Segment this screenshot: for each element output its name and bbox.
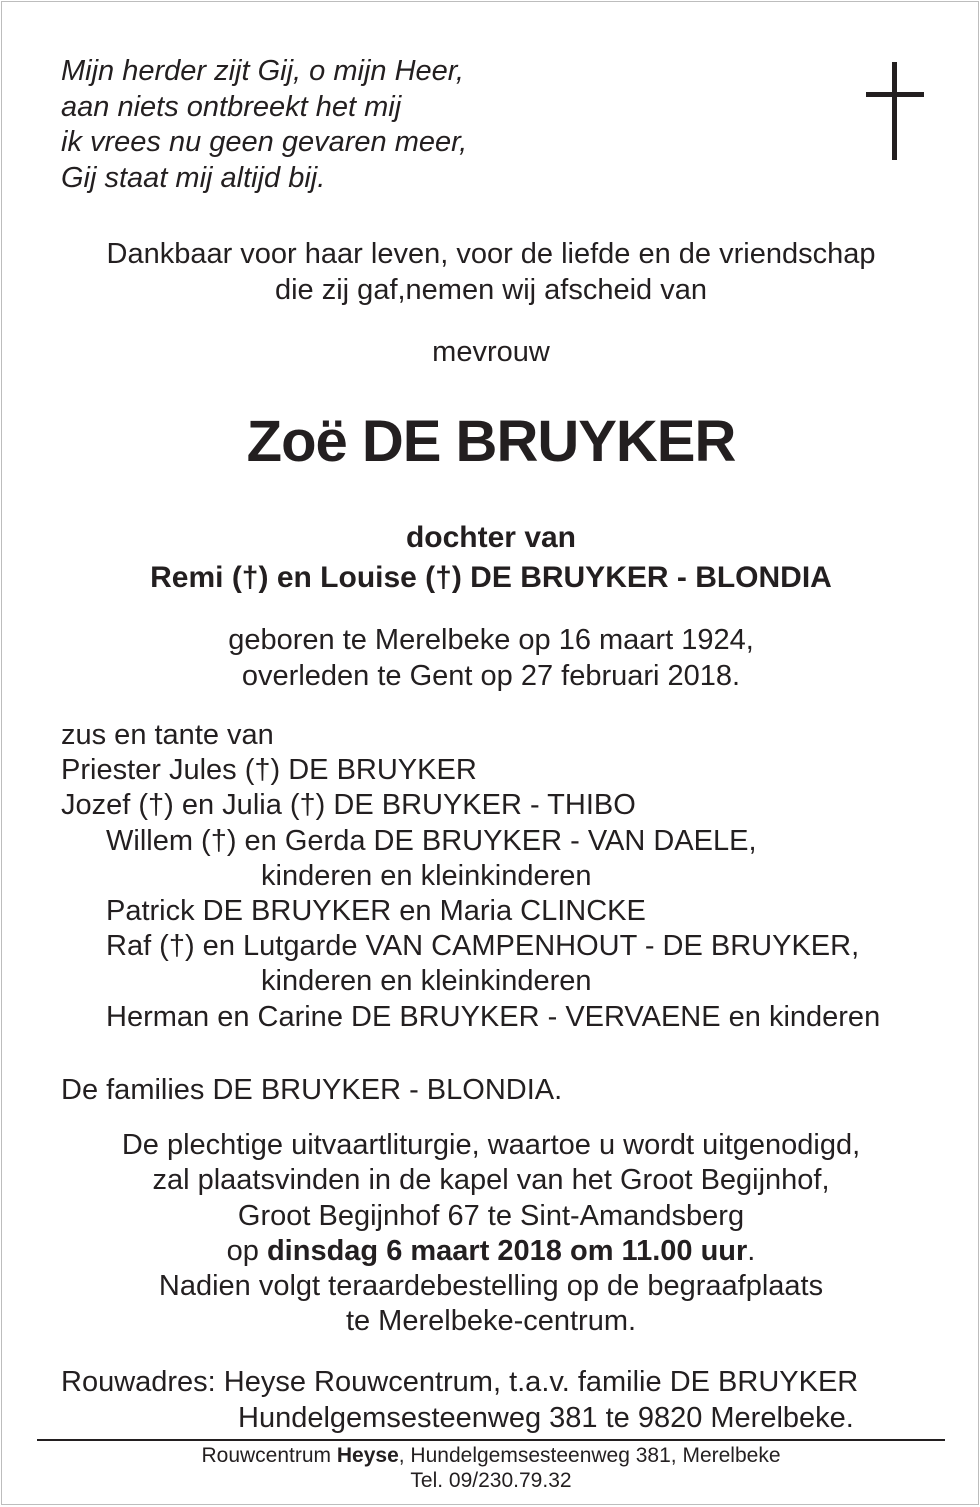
family-line: Herman en Carine DE BRUYKER - VERVAENE en kinderen	[106, 1000, 881, 1033]
family-line: Patrick DE BRUYKER en Maria CLINCKE	[106, 895, 646, 928]
death-line: overleden te Gent op 27 februari 2018.	[241, 660, 741, 692]
poem	[61, 54, 467, 196]
parents	[2, 518, 980, 598]
family-list	[2, 718, 980, 1035]
funeral-line: Groot Begijnhof 67 te Sint-Amandsberg	[237, 1199, 745, 1232]
life-dates	[2, 622, 980, 694]
funeral-line: Nadien volgt teraardebestelling op de begraafplaats	[158, 1270, 824, 1303]
address-line: Rouwadres: Heyse Rouwcentrum, t.a.v. familie DE BRUYKER	[61, 1366, 859, 1398]
family-line: zus en tante van	[61, 719, 274, 751]
poem-line: aan niets ontbreekt het mij	[61, 90, 402, 123]
poem-line: Gij staat mij altijd bij.	[61, 161, 326, 194]
family-line: kinderen en kleinkinderen	[261, 859, 592, 892]
divider	[37, 1439, 945, 1441]
footer-phone: Tel. 09/230.79.32	[410, 1469, 572, 1492]
footer-line	[2, 1443, 980, 1468]
cross-icon	[866, 62, 924, 162]
footer	[2, 1443, 980, 1493]
family-line: Priester Jules (†) DE BRUYKER	[61, 754, 477, 787]
parents-names: Remi (†) en Louise (†) DE BRUYKER - BLONDIA	[150, 561, 832, 594]
funeral-line: De plechtige uitvaartliturgie, waartoe u wordt uitgenodigd,	[121, 1129, 861, 1161]
families-line: De families DE BRUYKER - BLONDIA.	[61, 1074, 563, 1106]
footer-brand: Heyse	[336, 1444, 399, 1467]
funeral-date-line	[2, 1234, 980, 1269]
parents-intro: dochter van	[405, 521, 577, 554]
funeral-line: zal plaatsvinden in de kapel van het Groot Begijnhof,	[152, 1164, 830, 1197]
funeral-date: dinsdag 6 maart 2018 om 11.00 uur	[266, 1234, 748, 1267]
funeral-date-suffix: .	[747, 1234, 756, 1267]
poem-line: ik vrees nu geen gevaren meer,	[61, 126, 468, 158]
mourning-address	[2, 1364, 980, 1436]
footer-prefix: Rouwcentrum	[201, 1444, 337, 1467]
deceased-name: Zoë DE BRUYKER	[246, 409, 736, 474]
family-line: Willem (†) en Gerda DE BRUYKER - VAN DAELE,	[106, 824, 757, 857]
intro-line: die zij gaf,nemen wij afscheid van	[274, 274, 707, 306]
funeral-info	[2, 1128, 980, 1340]
poem-line: Mijn herder zijt Gij, o mijn Heer,	[61, 55, 464, 87]
intro-text	[2, 236, 980, 308]
funeral-line: te Merelbeke-centrum.	[345, 1305, 637, 1338]
honorific: mevrouw	[432, 336, 550, 368]
birth-line: geboren te Merelbeke op 16 maart 1924,	[228, 624, 754, 656]
funeral-date-prefix: op	[226, 1234, 267, 1267]
address-line: Hundelgemsesteenweg 381 te 9820 Merelbeke.	[238, 1402, 854, 1434]
family-line: kinderen en kleinkinderen	[261, 965, 592, 998]
footer-suffix: , Hundelgemsesteenweg 381, Merelbeke	[398, 1444, 781, 1467]
intro-line: Dankbaar voor haar leven, voor de liefde en de vriendschap	[106, 238, 876, 270]
family-line: Raf (†) en Lutgarde VAN CAMPENHOUT - DE BRUYKER,	[106, 930, 860, 963]
family-line: Jozef (†) en Julia (†) DE BRUYKER - THIBO	[61, 789, 636, 822]
death-notice	[1, 1, 979, 1505]
